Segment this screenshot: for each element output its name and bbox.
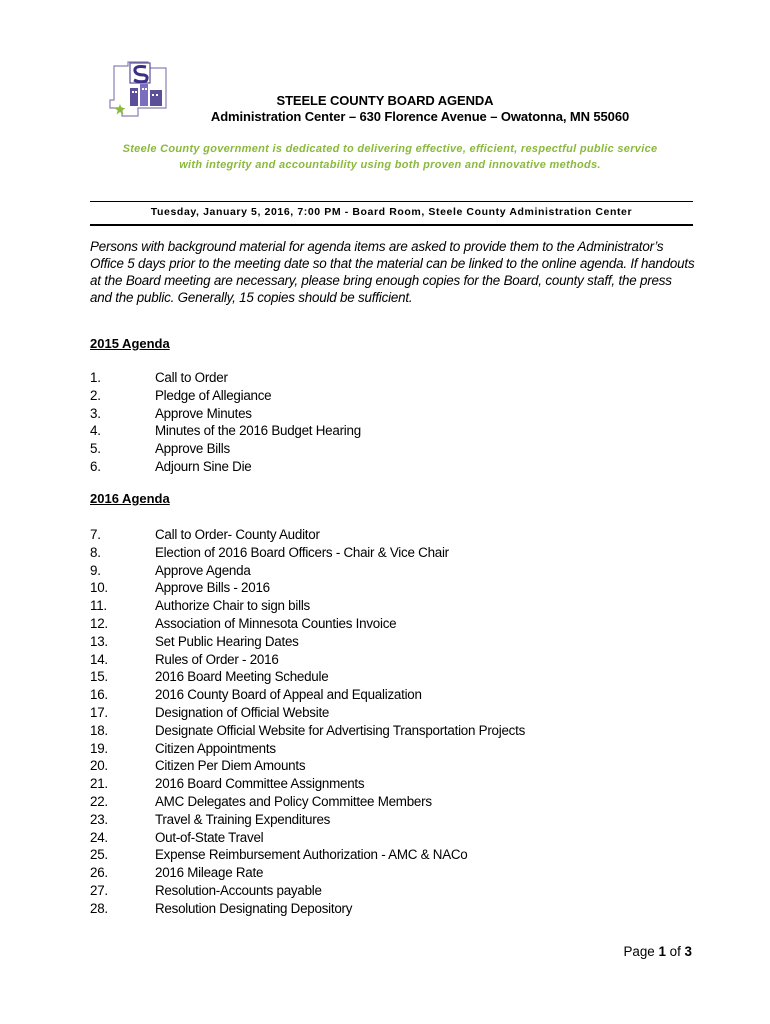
agenda-item [90, 634, 710, 652]
agenda-item-text: Call to Order [155, 370, 228, 385]
agenda-item-text: Approve Bills [155, 441, 230, 457]
agenda-item-text: Authorize Chair to sign bills [155, 598, 311, 614]
agenda-item-text: Travel & Training Expenditures [155, 811, 331, 827]
agenda-item-number: 2. [90, 387, 101, 403]
agenda-item-number: 24. [90, 829, 108, 845]
agenda-item-number: 14. [90, 651, 108, 667]
agenda-item [90, 598, 710, 616]
agenda-item [90, 388, 710, 406]
agenda-item [90, 459, 710, 477]
agenda-item-number: 20. [90, 758, 108, 774]
meeting-info-bar [90, 201, 693, 226]
agenda-item-number: 28. [90, 900, 108, 916]
agenda-item-text: Citizen Per Diem Amounts [155, 758, 306, 774]
agenda-item-text: Approve Minutes [155, 405, 252, 421]
agenda-item [90, 616, 710, 634]
agenda-2016-heading: 2016 Agenda [90, 491, 170, 506]
agenda-item-number: 4. [90, 423, 101, 439]
agenda-item-text: Approve Agenda [155, 562, 251, 578]
agenda-item-number: 9. [90, 562, 101, 578]
agenda-item-text: 2016 County Board of Appeal and Equalization [155, 687, 422, 703]
agenda-item-text: Resolution Designating Depository [155, 900, 353, 916]
intro-paragraph: Persons with background material for agenda items are asked to provide them to the Administrator’s Office 5 days prior to the meeting date so that the material can be linked to the online agenda. If handouts at the Board meeting are necessary, please bring enough copies for the Board, county staff, the press and the public. Generally, 15 copies should be sufficient. [90, 239, 695, 305]
agenda-item-number: 15. [90, 669, 108, 685]
agenda-item [90, 847, 710, 865]
agenda-item [90, 883, 710, 901]
agenda-item-text: Rules of Order - 2016 [155, 651, 279, 667]
agenda-item [90, 758, 710, 776]
agenda-item-text: Expense Reimbursement Authorization - AMC & NACo [155, 847, 468, 863]
agenda-item [90, 687, 710, 705]
agenda-item [90, 741, 710, 759]
agenda-item-number: 12. [90, 615, 108, 631]
agenda-item-text: Citizen Appointments [155, 740, 276, 756]
agenda-item-number: 26. [90, 865, 108, 881]
agenda-item-number: 7. [90, 527, 101, 542]
agenda-item [90, 527, 710, 545]
agenda-item-number: 6. [90, 458, 101, 474]
agenda-item-text: Designate Official Website for Advertising Transportation Projects [155, 722, 526, 738]
agenda-item-text: Minutes of the 2016 Budget Hearing [155, 423, 361, 439]
agenda-item [90, 865, 710, 883]
agenda-item [90, 563, 710, 581]
agenda-item-text: Out-of-State Travel [155, 829, 264, 845]
agenda-2016-list [90, 527, 710, 919]
agenda-item-text: 2016 Board Meeting Schedule [155, 669, 329, 685]
agenda-item [90, 776, 710, 794]
page-of-word: of [669, 944, 681, 959]
agenda-item-text: Call to Order- County Auditor [155, 527, 320, 542]
agenda-item [90, 370, 710, 388]
page-total: 3 [684, 944, 692, 959]
agenda-item [90, 652, 710, 670]
agenda-item [90, 441, 710, 459]
agenda-item-text: Election of 2016 Board Officers - Chair & Vice Chair [155, 544, 449, 560]
page-word: Page [623, 944, 655, 959]
address-line: Administration Center – 630 Florence Avenue – Owatonna, MN 55060 [210, 109, 630, 124]
page-title: STEELE COUNTY BOARD AGENDA [276, 93, 494, 108]
agenda-item-number: 16. [90, 687, 108, 703]
agenda-item [90, 830, 710, 848]
agenda-item-text: Set Public Hearing Dates [155, 633, 299, 649]
agenda-item [90, 705, 710, 723]
agenda-item-number: 3. [90, 405, 101, 421]
agenda-item [90, 406, 710, 424]
agenda-item [90, 723, 710, 741]
agenda-item-text: Approve Bills - 2016 [155, 580, 270, 596]
agenda-item [90, 812, 710, 830]
meeting-info: Tuesday, January 5, 2016, 7:00 PM - Board Room, Steele County Administration Center [150, 206, 633, 218]
agenda-item-text: 2016 Mileage Rate [155, 865, 264, 881]
agenda-item-text: Designation of Official Website [155, 704, 330, 720]
agenda-item-number: 18. [90, 722, 108, 738]
agenda-item-text: Pledge of Allegiance [155, 387, 272, 403]
agenda-item-number: 10. [90, 580, 108, 596]
agenda-item-number: 13. [90, 633, 108, 649]
agenda-item-text: Association of Minnesota Counties Invoice [155, 615, 397, 631]
agenda-item [90, 901, 710, 919]
agenda-2015-list [90, 370, 710, 477]
agenda-item-text: 2016 Board Committee Assignments [155, 776, 365, 792]
agenda-item-number: 11. [90, 598, 107, 614]
agenda-item-number: 22. [90, 793, 108, 809]
agenda-item-number: 19. [90, 740, 108, 756]
agenda-item-number: 1. [90, 370, 101, 385]
agenda-item-number: 27. [90, 882, 108, 898]
mission-line-2: with integrity and accountability using both proven and innovative methods. [179, 159, 601, 171]
agenda-item [90, 545, 710, 563]
agenda-item [90, 669, 710, 687]
agenda-item-text: Adjourn Sine Die [155, 458, 252, 474]
agenda-item-number: 25. [90, 847, 108, 863]
agenda-item-number: 5. [90, 441, 101, 457]
agenda-2015-heading: 2015 Agenda [90, 336, 170, 351]
page-current: 1 [658, 944, 666, 959]
agenda-item [90, 423, 710, 441]
agenda-item [90, 580, 710, 598]
agenda-item-number: 21. [90, 776, 108, 792]
agenda-item-number: 8. [90, 544, 101, 560]
agenda-item-text: Resolution-Accounts payable [155, 882, 322, 898]
page-number [623, 944, 692, 959]
mission-line-1: Steele County government is dedicated to delivering effective, efficient, respectful public service [122, 143, 658, 155]
agenda-item [90, 794, 710, 812]
mission-statement [90, 141, 690, 173]
agenda-item-number: 17. [90, 704, 108, 720]
agenda-item-text: AMC Delegates and Policy Committee Members [155, 793, 432, 809]
agenda-item-number: 23. [90, 811, 108, 827]
